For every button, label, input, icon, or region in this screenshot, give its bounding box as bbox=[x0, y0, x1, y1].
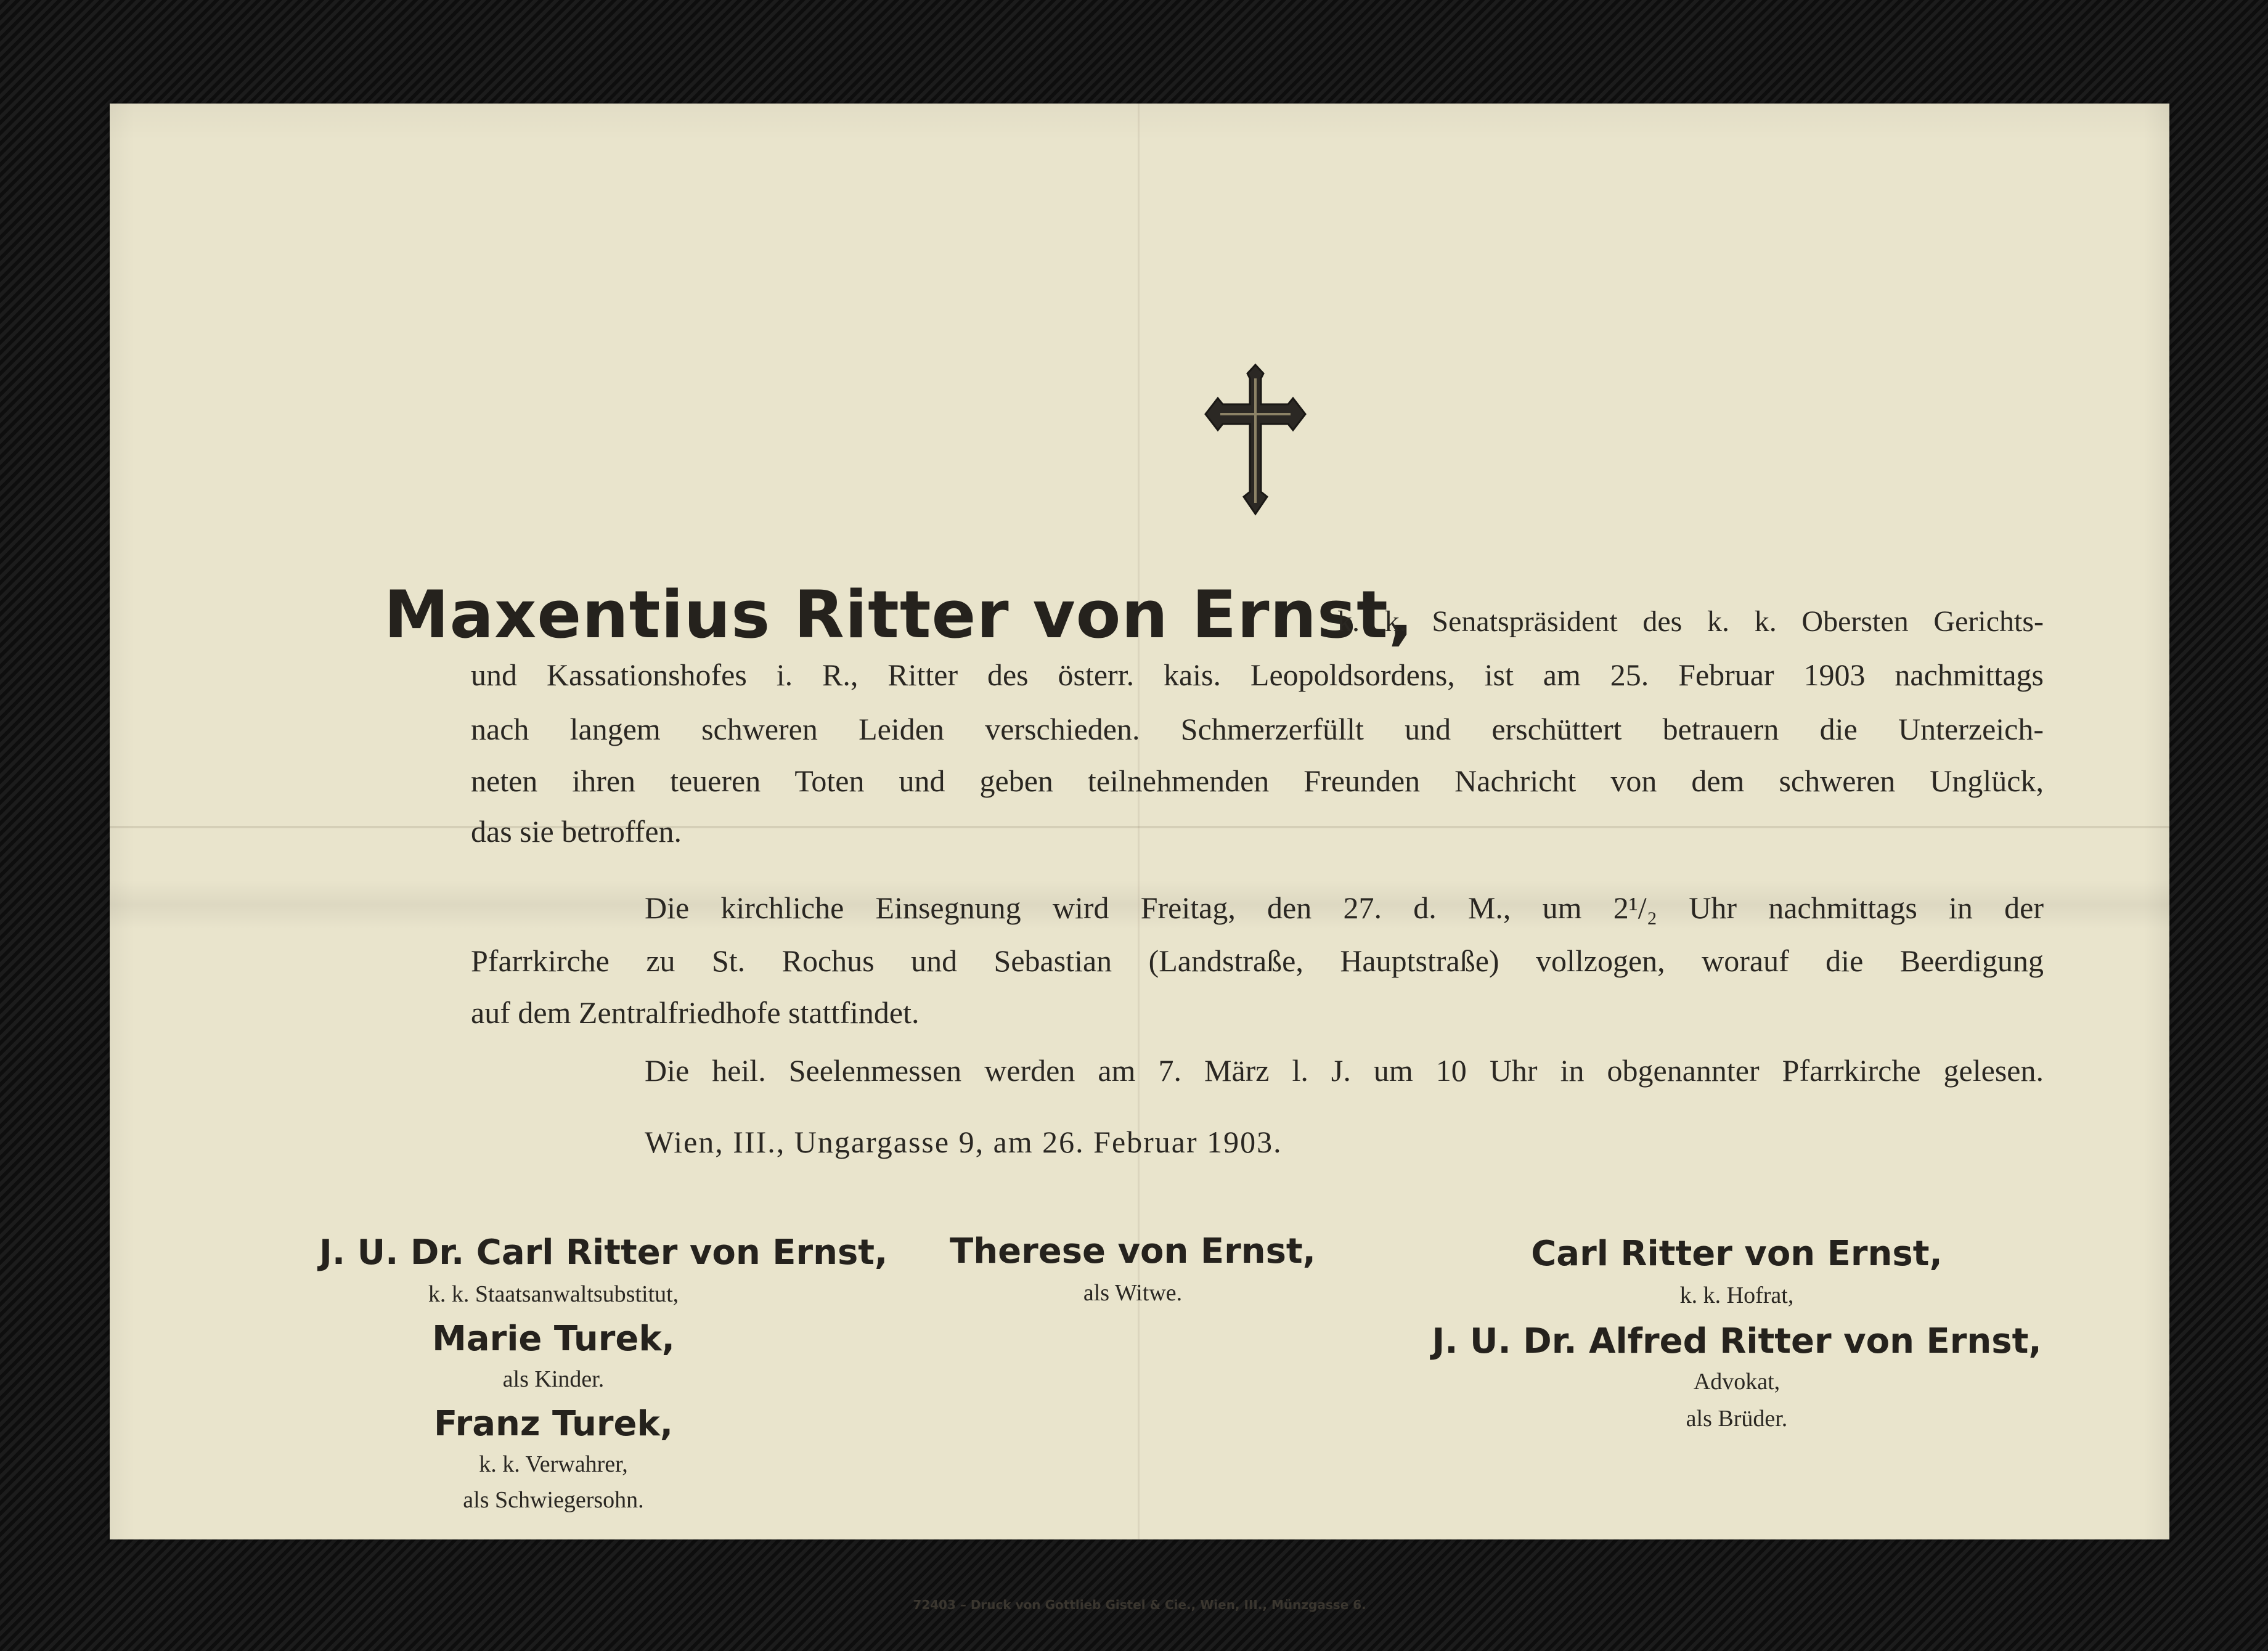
funeral-line-1: Die kirchliche Einsegnung wird Freitag, den 27. d. M., um 2¹/₂ Uhr nachmittags in der bbox=[645, 891, 2044, 925]
notice-line-5: das sie betroffen. bbox=[471, 814, 682, 849]
signatory-name: Marie Turek, bbox=[432, 1319, 675, 1359]
signatory-name: Carl Ritter von Ernst, bbox=[1531, 1234, 1943, 1274]
deceased-name: Maxentius Ritter von Ernst, bbox=[384, 577, 1414, 653]
notice-line-3: nach langem schweren Leiden verschieden. Schmerzerfüllt und erschüttert betrauern die Unterzeich- bbox=[471, 712, 2044, 746]
funeral-line-2: Pfarrkirche zu St. Rochus und Sebastian (Landstraße, Hauptstraße) vollzogen, worauf die Beerdigung bbox=[471, 944, 2044, 978]
signatory-role: k. k. Verwahrer, bbox=[479, 1451, 628, 1477]
notice-line-1: k. k. Senatspräsident des k. k. Obersten Gerichts- bbox=[1337, 605, 2044, 638]
mass-line: Die heil. Seelenmessen werden am 7. März l. J. um 10 Uhr in obgenannter Pfarrkirche gelesen. bbox=[645, 1053, 2044, 1088]
obituary-card bbox=[110, 104, 2169, 1612]
signatory-role: Advokat, bbox=[1693, 1369, 1781, 1395]
latin-cross-icon bbox=[1197, 360, 1314, 518]
widow-name: Therese von Ernst, bbox=[950, 1231, 1316, 1271]
signatory-role: als Schwiegersohn. bbox=[463, 1487, 644, 1513]
notice-line-4: neten ihren teueren Toten und geben teilnehmenden Freunden Nachricht von dem schweren Unglück, bbox=[471, 764, 2044, 798]
notice-line-2: und Kassationshofes i. R., Ritter des österr. kais. Leopoldsordens, ist am 25. Februar 1903 nachmittags bbox=[471, 658, 2044, 692]
signatory-role: als Brüder. bbox=[1686, 1406, 1788, 1432]
signatory-name: J. U. Dr. Alfred Ritter von Ernst, bbox=[1432, 1321, 2042, 1361]
widow-role: als Witwe. bbox=[1083, 1280, 1183, 1306]
place-date-line: Wien, III., Ungargasse 9, am 26. Februar 1903. bbox=[645, 1125, 1283, 1159]
signatory-role: k. k. Staatsanwaltsubstitut, bbox=[428, 1281, 679, 1307]
printer-imprint: 72403 – Druck von Gottlieb Gistel & Cie., Wien, III., Münzgasse 6. bbox=[913, 1597, 1366, 1612]
signatory-role: als Kinder. bbox=[502, 1366, 605, 1392]
signatory-name: Franz Turek, bbox=[433, 1404, 674, 1444]
signatory-role: k. k. Hofrat, bbox=[1679, 1282, 1794, 1308]
signatory-name: J. U. Dr. Carl Ritter von Ernst, bbox=[319, 1233, 888, 1273]
funeral-line-3: auf dem Zentralfriedhofe stattfindet. bbox=[471, 995, 920, 1030]
